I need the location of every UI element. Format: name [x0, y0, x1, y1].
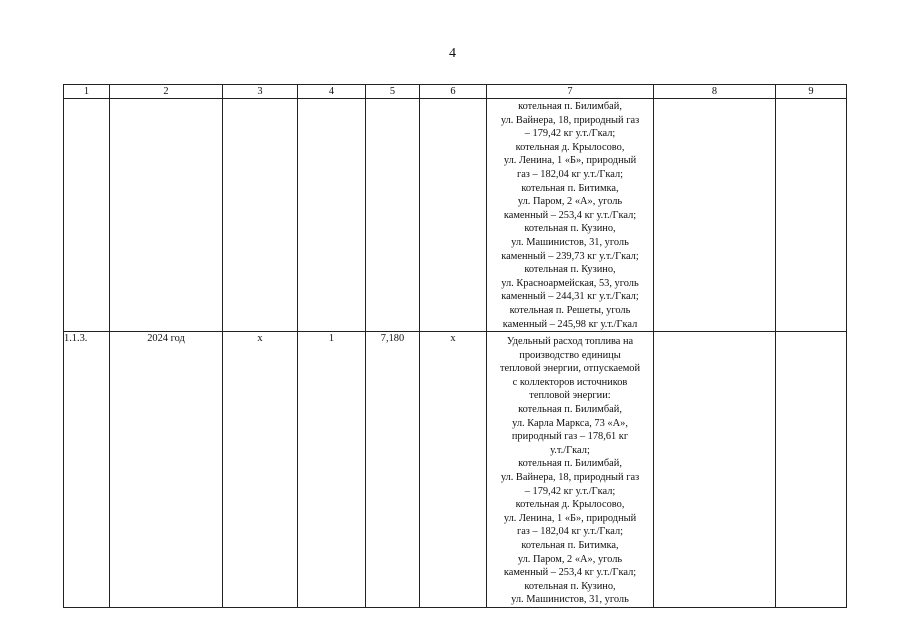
- description-line: ул. Вайнера, 18, природный газ: [500, 114, 640, 126]
- cell-col-5: 7,180: [366, 332, 420, 608]
- cell-col-9: [776, 332, 847, 608]
- description-line: котельная п. Битимка,: [521, 182, 619, 194]
- description-line: с коллекторов источников: [512, 376, 628, 388]
- description-line: котельная п. Кузино,: [524, 264, 616, 276]
- description-line: производство единицы: [519, 349, 621, 361]
- description-line: газ – 182,04 кг у.т./Гкал;: [516, 168, 624, 180]
- description-line: котельная п. Решеты, уголь: [509, 304, 631, 316]
- cell-description: [487, 99, 654, 332]
- header-col-4: 4: [298, 85, 366, 99]
- description-line: котельная п. Билимбай,: [518, 404, 622, 416]
- description-line: ул. Машинистов, 31, уголь: [511, 594, 629, 606]
- cell-year: 2024 год: [110, 332, 223, 608]
- description-line: котельная п. Билимбай,: [518, 101, 622, 112]
- cell-col-6: [420, 99, 487, 332]
- description-line: тепловой энергии, отпускаемой: [499, 363, 641, 375]
- description-line: ул. Паром, 2 «А», уголь: [517, 553, 623, 565]
- description-line: каменный – 253,4 кг у.т./Гкал;: [503, 567, 637, 579]
- header-col-3: 3: [223, 85, 298, 99]
- description-line: ул. Машинистов, 31, уголь: [511, 236, 629, 248]
- description-line: ул. Ленина, 1 «Б», природный: [503, 512, 637, 524]
- description-line: природный газ – 178,61 кг: [511, 431, 629, 443]
- description-line: ул. Вайнера, 18, природный газ: [500, 472, 640, 484]
- cell-col-8: [654, 99, 776, 332]
- page-number: 4: [449, 46, 456, 61]
- description-line: каменный – 244,31 кг у.т./Гкал;: [501, 291, 639, 303]
- description-line: у.т./Гкал;: [550, 444, 590, 456]
- cell-col-8: [654, 332, 776, 608]
- table-row: [64, 332, 847, 608]
- cell-year: [110, 99, 223, 332]
- cell-number: [64, 99, 110, 332]
- cell-col-4: 1: [298, 332, 366, 608]
- cell-col-5: [366, 99, 420, 332]
- header-col-5: 5: [366, 85, 420, 99]
- description-line: – 179,42 кг у.т./Гкал;: [524, 485, 616, 497]
- header-col-7: 7: [487, 85, 654, 99]
- description-line: котельная п. Битимка,: [521, 540, 619, 551]
- header-col-8: 8: [654, 85, 776, 99]
- description-line: котельная п. Кузино,: [524, 580, 616, 592]
- description-line: каменный – 253,4 кг у.т./Гкал;: [503, 209, 637, 221]
- description-line: газ – 182,04 кг у.т./Гкал;: [516, 526, 624, 538]
- table-row: [64, 99, 847, 332]
- description-line: – 179,42 кг у.т./Гкал;: [524, 128, 616, 140]
- description-line: котельная д. Крылосово,: [515, 141, 625, 153]
- description-line: каменный – 239,73 кг у.т./Гкал;: [501, 250, 639, 262]
- description-line: каменный – 245,98 кг у.т./Гкал: [502, 318, 638, 330]
- description-line: ул. Карла Маркса, 73 «А»,: [512, 417, 628, 429]
- cell-description: [487, 332, 654, 608]
- description-line: котельная д. Крылосово,: [515, 499, 625, 511]
- cell-col-6: х: [420, 332, 487, 608]
- cell-col-3: х: [223, 332, 298, 608]
- header-col-1: 1: [64, 85, 110, 99]
- cell-col-4: [298, 99, 366, 332]
- description-line: котельная п. Билимбай,: [518, 458, 622, 470]
- description-line: ул. Красноармейская, 53, уголь: [501, 277, 639, 289]
- header-col-9: 9: [776, 85, 847, 99]
- description-line: тепловой энергии:: [529, 390, 611, 402]
- description-line: ул. Ленина, 1 «Б», природный: [503, 155, 637, 167]
- header-col-2: 2: [110, 85, 223, 99]
- cell-col-9: [776, 99, 847, 332]
- cell-col-3: [223, 99, 298, 332]
- header-col-6: 6: [420, 85, 487, 99]
- description-line: Удельный расход топлива на: [506, 336, 634, 348]
- description-line: ул. Паром, 2 «А», уголь: [517, 196, 623, 208]
- cell-number: 1.1.3.: [64, 332, 110, 608]
- description-line: котельная п. Кузино,: [524, 223, 616, 235]
- table-header-row: [64, 85, 847, 99]
- data-table: [63, 84, 847, 608]
